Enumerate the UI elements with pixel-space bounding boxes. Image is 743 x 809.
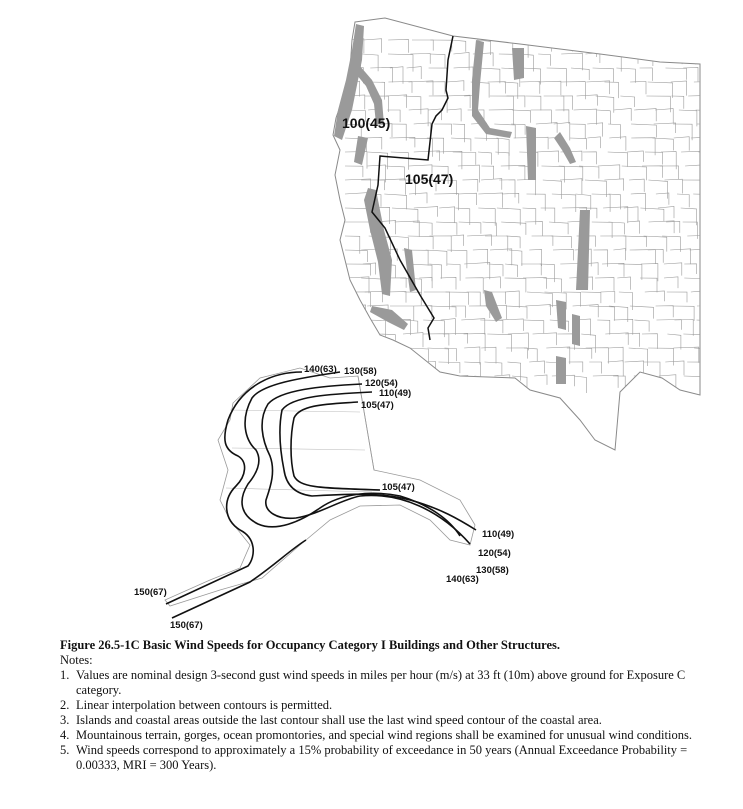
notes-heading: Notes: (60, 653, 93, 667)
county-boundary (380, 361, 395, 377)
alaska-region (134, 364, 514, 630)
county-boundary (639, 40, 652, 54)
alaska-label-150-lower: 150(67) (170, 620, 203, 630)
alaska-label-105-interior: 105(47) (382, 482, 415, 493)
note-text: Islands and coastal areas outside the last contour shall use the last wind speed contour of the coastal area. (76, 713, 602, 727)
county-boundary (699, 67, 724, 81)
county-boundary (699, 152, 725, 164)
note-text: Wind speeds correspond to approximately a 15% probability of exceedance in 50 years (Annual Exceedance Probability = 0.00333, MRI = 300 Years). (76, 743, 688, 772)
county-boundary (475, 376, 487, 393)
county-boundary (414, 375, 428, 392)
alaska-label-140-north: 140(63) (304, 364, 337, 375)
alaska-label-105-north: 105(47) (361, 400, 394, 411)
county-boundary (697, 305, 721, 318)
county-boundary (345, 320, 370, 337)
county-boundary (345, 305, 366, 322)
county-boundary (661, 40, 686, 53)
county-boundary (599, 40, 619, 54)
figure-title: Figure 26.5-1C Basic Wind Speeds for Occupancy Category I Buildings and Other Structures. (60, 638, 561, 652)
note-number: 2. (60, 698, 70, 712)
county-boundary (697, 123, 723, 140)
note-text: Mountainous terrain, gorges, ocean promontories, and special wind regions shall be examined for unusual wind conditions. (76, 728, 692, 742)
county-boundary (396, 362, 416, 373)
county-boundary (456, 375, 468, 389)
alaska-label-110-north: 110(49) (379, 388, 412, 399)
county-boundary (682, 40, 700, 57)
county-boundary (345, 334, 369, 348)
note-item (60, 743, 730, 773)
note-number: 1. (60, 668, 70, 682)
county-boundary (345, 347, 364, 363)
note-item (60, 728, 730, 743)
county-boundary (362, 334, 375, 346)
county-boundary (700, 179, 721, 197)
alaska-label-110-southeast: 110(49) (482, 529, 515, 540)
alaska-label-130-southeast: 130(58) (476, 565, 509, 576)
contour-label-100: 100(45) (342, 115, 391, 131)
alaska-label-120-southeast: 120(54) (478, 548, 511, 559)
note-item (60, 668, 730, 698)
alaska-label-140-southeast: 140(63) (446, 574, 479, 585)
county-boundary (370, 347, 389, 363)
note-item (60, 713, 730, 728)
county-boundary (634, 375, 648, 391)
note-number: 5. (60, 743, 70, 757)
note-item (60, 698, 730, 713)
note-text: Values are nominal design 3-second gust wind speeds in miles per hour (m/s) at 33 ft (10m) above ground for Exposure C category. (76, 668, 686, 697)
alaska-label-130-north: 130(58) (344, 366, 377, 377)
alaska-label-120-north: 120(54) (365, 378, 398, 389)
notes-list (60, 668, 730, 773)
alaska-label-150-upper: 150(67) (134, 587, 167, 598)
note-text: Linear interpolation between contours is permitted. (76, 698, 333, 712)
county-boundary (435, 376, 458, 392)
county-boundary (390, 348, 406, 359)
county-boundary (622, 40, 636, 52)
note-number: 3. (60, 713, 70, 727)
note-number: 4. (60, 728, 70, 742)
figure-caption (60, 638, 730, 773)
contour-label-105: 105(47) (405, 171, 454, 187)
